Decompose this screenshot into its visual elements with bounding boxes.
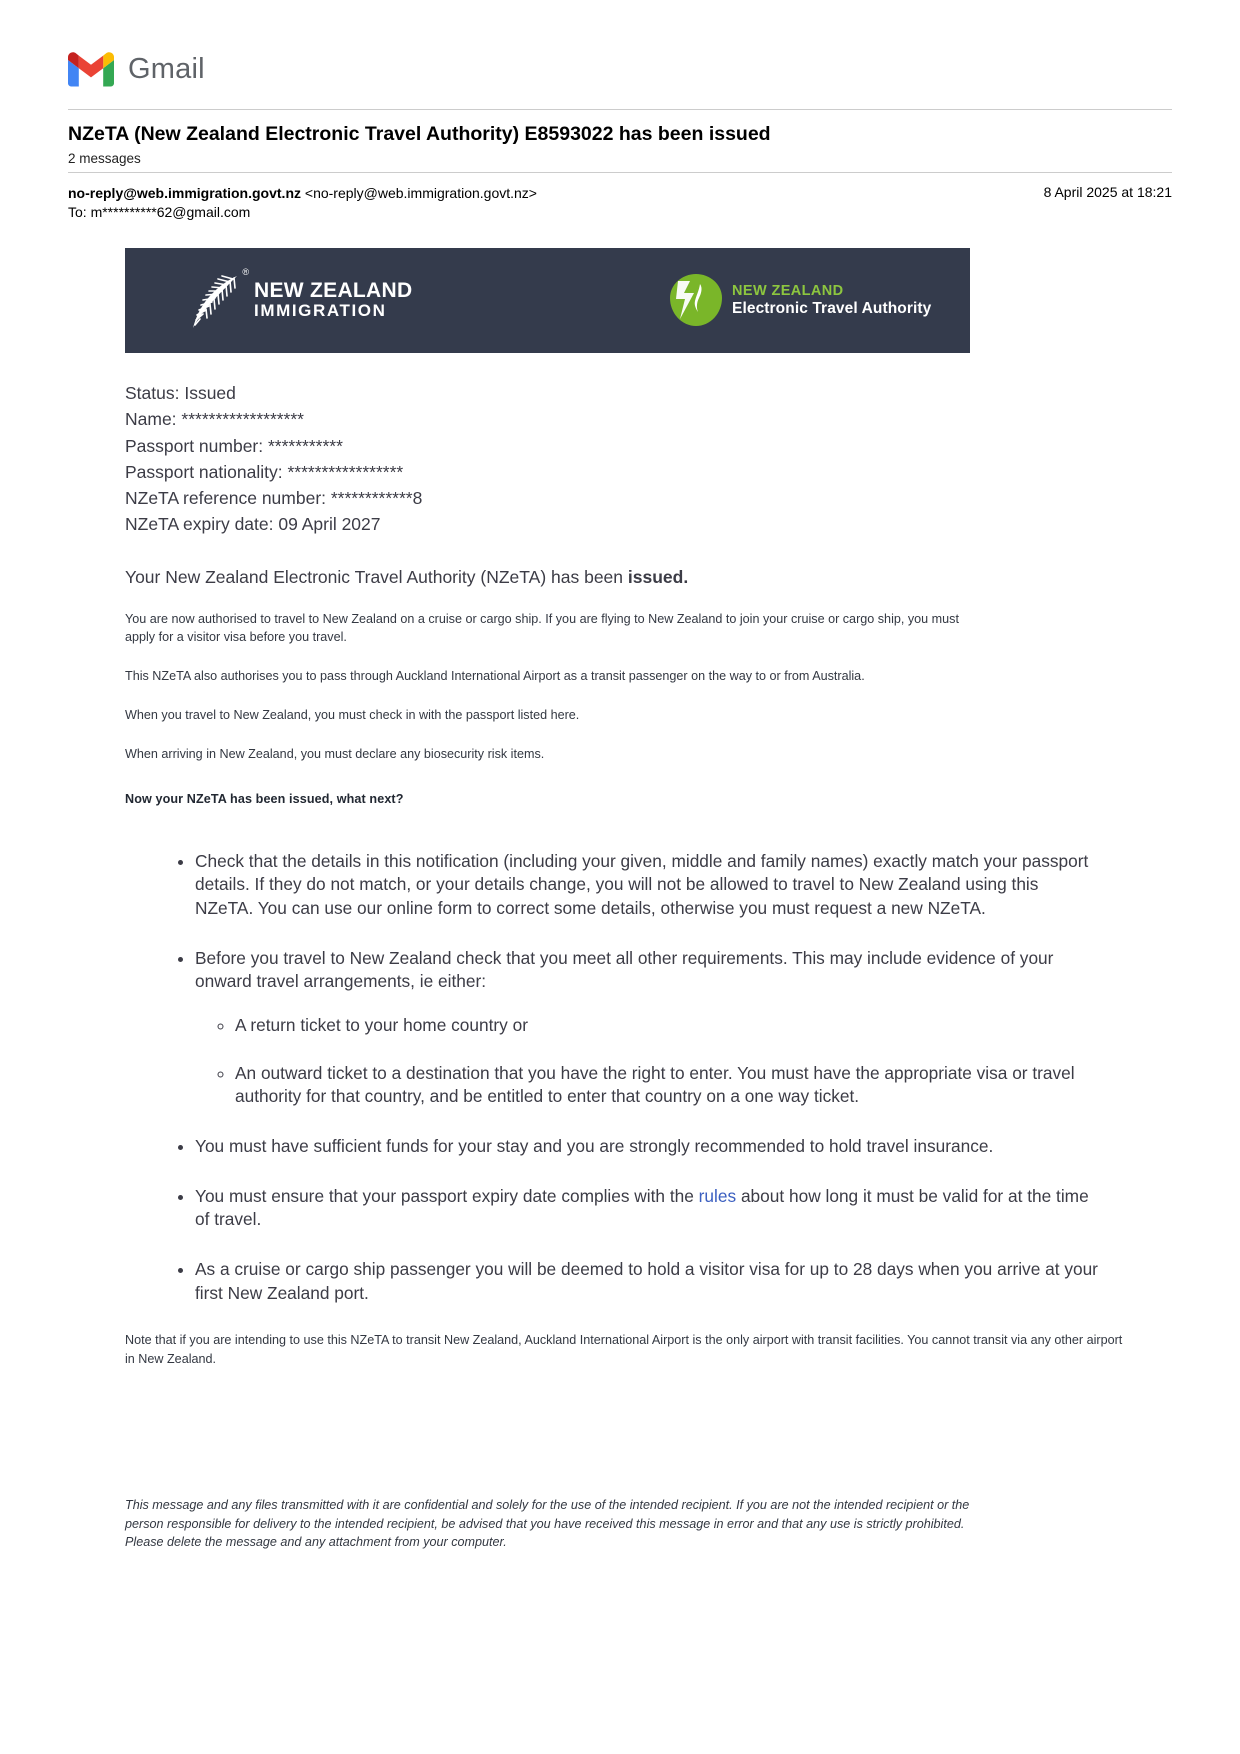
list-item: • Check that the details in this notification (including your given, middle and family names) exactly match your passport details. If they do not match, or your details change, you will not be allowed to travel to New Zealand using this NZeTA. You can use our online form to correct some details, otherwise you must request a new NZeTA.: [195, 850, 1100, 921]
eta-logo-line1: NEW ZEALAND: [732, 282, 844, 299]
rules-link[interactable]: rules: [698, 1185, 737, 1206]
list-item-text-after: about how long it must be valid for at the time of travel.: [195, 1185, 1089, 1230]
gmail-m-icon: [68, 52, 114, 87]
email-body: [68, 226, 1172, 1592]
silver-fern-icon: [187, 267, 249, 330]
gmail-wordmark: Gmail: [128, 53, 205, 85]
immigration-logo-line2: IMMIGRATION: [254, 301, 387, 321]
detail-passport-number: Passport number: ***********: [125, 435, 343, 456]
nz-immigration-banner: [125, 248, 970, 353]
nzeta-details: [125, 353, 1172, 538]
recipient-line: To: m**********62@gmail.com: [68, 204, 251, 221]
message-date: 8 April 2025 at 18:21: [1043, 184, 1172, 201]
immigration-logo-line1: NEW ZEALAND: [254, 278, 413, 302]
paragraph-checkin: When you travel to New Zealand, you must check in with the passport listed here.: [125, 707, 580, 722]
detail-expiry-date: NZeTA expiry date: 09 April 2027: [125, 514, 381, 535]
message-header: [68, 173, 1172, 226]
detail-passport-nationality: Passport nationality: *****************: [125, 461, 404, 482]
sender-name: no-reply@web.immigration.govt.nz: [68, 185, 301, 202]
list-item: • You must have sufficient funds for your stay and you are strongly recommended to hold travel insurance.: [195, 1135, 1100, 1159]
thread-subject: NZeTA (New Zealand Electronic Travel Authority) E8593022 has been issued: [68, 123, 771, 145]
sender-line: [68, 184, 1172, 203]
next-steps-list: [125, 850, 1172, 1306]
detail-status: Status: Issued: [125, 383, 236, 404]
list-item: ◦ A return ticket to your home country or: [235, 1014, 1095, 1038]
sender-address: <no-reply@web.immigration.govt.nz>: [304, 185, 537, 202]
paragraph-biosecurity: When arriving in New Zealand, you must declare any biosecurity risk items.: [125, 746, 545, 761]
thread-message-count: 2 messages: [68, 151, 141, 167]
detail-name: Name: ******************: [125, 409, 304, 430]
eta-logo: [670, 274, 931, 326]
list-item: ◦ An outward ticket to a destination that you have the right to enter. You must have the appropriate visa or travel authority for that country, and be entitled to enter that country on a one way ticket.: [235, 1062, 1095, 1109]
list-item: [195, 1185, 1100, 1232]
list-item: • As a cruise or cargo ship passenger you will be deemed to hold a visitor visa for up to 28 days when you arrive at your first New Zealand port.: [195, 1258, 1100, 1305]
transit-note: Note that if you are intending to use this NZeTA to transit New Zealand, Auckland International Airport is the only airport with transit facilities. You cannot transit via any other airport in New Zealand.: [125, 1333, 1123, 1366]
lead-text: Your New Zealand Electronic Travel Authority (NZeTA) has been: [125, 566, 628, 587]
nz-map-badge-icon: [670, 274, 722, 326]
immigration-logo: [187, 267, 413, 330]
registered-trademark-icon: ®: [242, 267, 249, 278]
detail-reference-number: NZeTA reference number: ************8: [125, 488, 423, 509]
gmail-header: [68, 0, 1172, 109]
confidentiality-disclaimer: This message and any files transmitted with it are confidential and solely for the use of the intended recipient. If you are not the intended recipient or the person responsible for delivery to the intended recipient, be advised that you have received this message in error and that any use is strictly prohibited. Please delete the message and any attachment from your computer.: [125, 1497, 970, 1550]
list-item-text-before: You must ensure that your passport expiry date complies with the: [195, 1185, 699, 1206]
lead-statement: [125, 565, 1172, 590]
eta-logo-line2: Electronic Travel Authority: [732, 299, 932, 317]
onward-travel-sublist: [195, 1014, 1100, 1109]
paragraph-transit: This NZeTA also authorises you to pass through Auckland International Airport as a transit passenger on the way to or from Australia.: [125, 668, 865, 683]
immigration-logo-text: [254, 280, 412, 320]
eta-logo-text: [732, 284, 931, 317]
lead-emphasis: issued.: [627, 566, 689, 587]
list-item: [195, 947, 1100, 1109]
list-item-text: Before you travel to New Zealand check that you meet all other requirements. This may include evidence of your onward travel arrangements, ie either:: [195, 947, 1054, 992]
whats-next-heading: Now your NZeTA has been issued, what next?: [125, 791, 404, 806]
paragraph-authorised: You are now authorised to travel to New Zealand on a cruise or cargo ship. If you are flying to New Zealand to join your cruise or cargo ship, you must apply for a visitor visa before you travel.: [125, 612, 959, 644]
thread-header: [68, 110, 1172, 172]
